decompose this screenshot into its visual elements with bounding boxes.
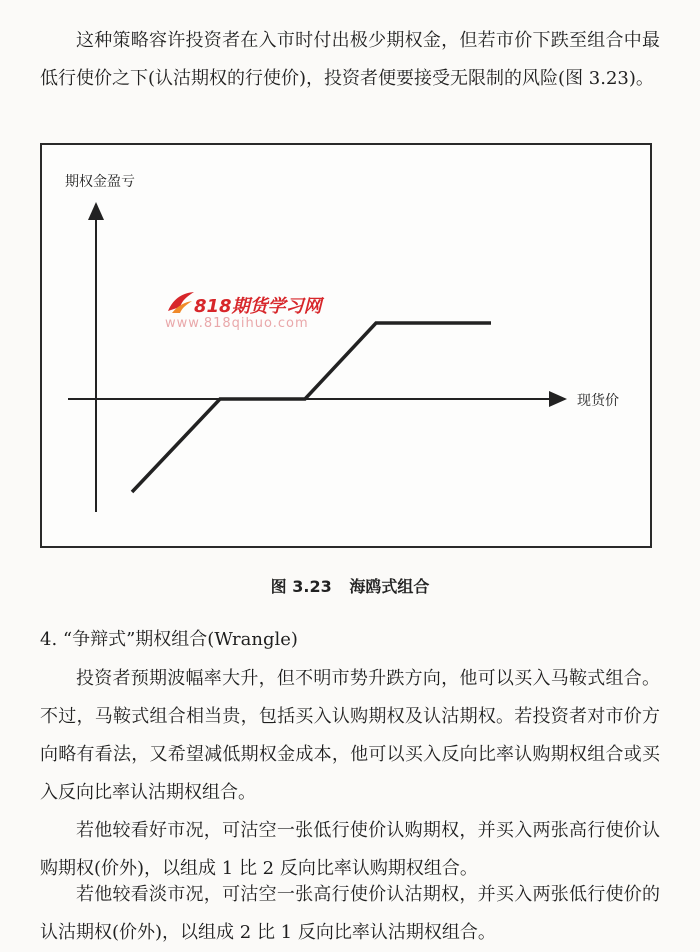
x-axis-label: 现货价 — [577, 393, 619, 409]
payoff-line — [132, 323, 491, 492]
caption-number: 图 3.23 — [270, 577, 332, 596]
watermark-title: 818期货学习网 — [194, 296, 322, 317]
caption-title: 海鸥式组合 — [349, 577, 430, 596]
watermark-logo-icon — [166, 289, 196, 315]
intro-paragraph: 这种策略容许投资者在入市时付出极少期权金，但若市价下跌至组合中最低行使价之下(认沽期权的行使价)，投资者便要接受无限制的风险(图 3.23)。 — [40, 30, 660, 89]
figure-caption — [0, 574, 700, 597]
paragraph-2: 若他较看好市况，可沽空一张低行使价认购期权，并买入两张高行使价认购期权(价外)，以组成 1 比 2 反向比率认购期权组合。 — [40, 820, 660, 879]
watermark-url: www.818qihuo.com — [165, 316, 309, 331]
section-heading: 4. “争辩式”期权组合(Wrangle) — [40, 629, 298, 650]
y-axis-label: 期权金盈亏 — [65, 174, 135, 190]
paragraph-3: 若他较看淡市况，可沽空一张高行使价认沽期权，并买入两张低行使价的认沽期权(价外)，以组成 2 比 1 反向比率认沽期权组合。 — [40, 884, 660, 943]
paragraph-1: 投资者预期波幅率大升，但不明市势升跌方向，他可以买入马鞍式组合。不过，马鞍式组合相当贵，包括买入认购期权及认沽期权。若投资者对市价方向略有看法，又希望减低期权金成本，他可以买入反向比率认购期权组合或买入反向比率认沽期权组合。 — [40, 668, 660, 803]
